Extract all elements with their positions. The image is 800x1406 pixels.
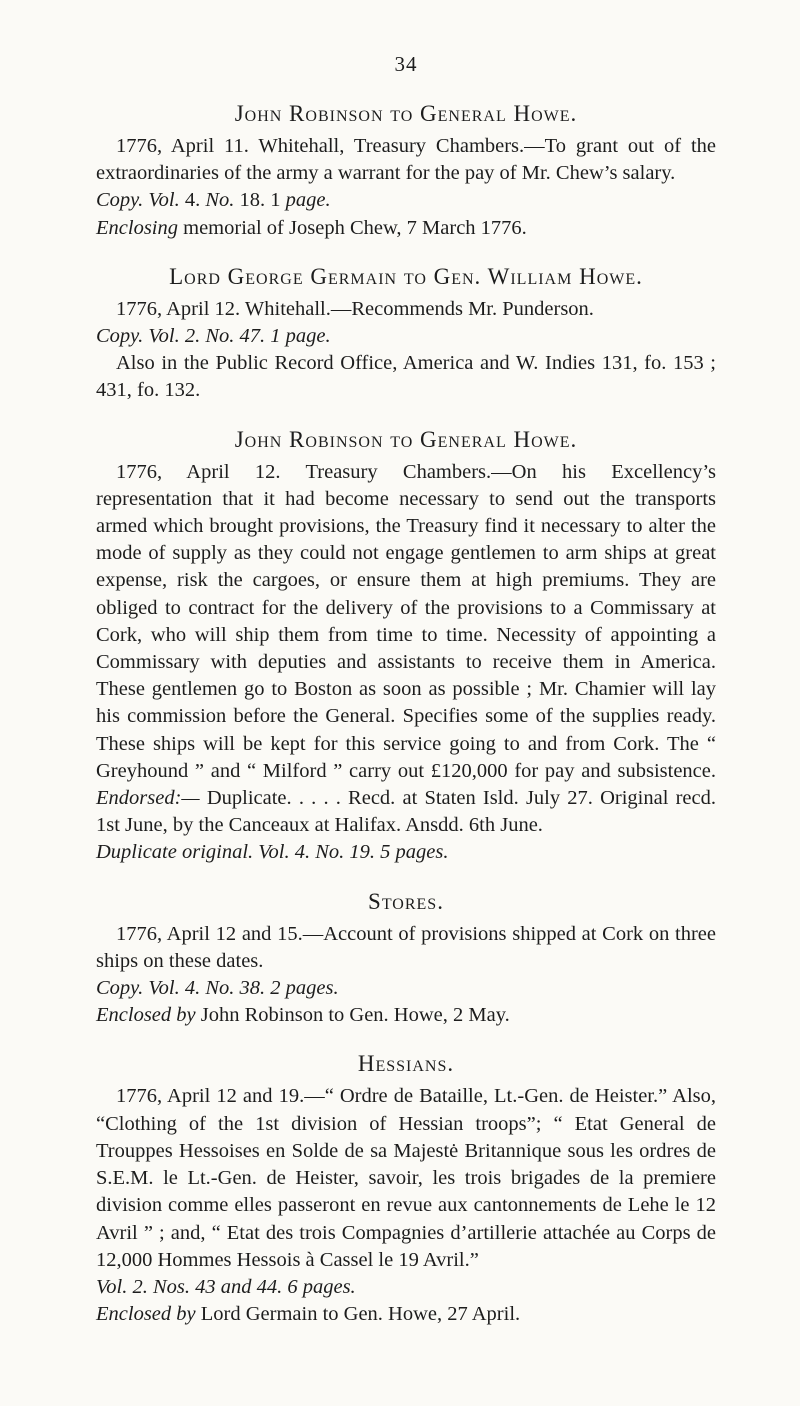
ref-copy-label: Copy. xyxy=(96,189,144,212)
entry-body: 1776, April 11. Whitehall, Treasury Chambers.—To grant out of the extraordinaries of the army a warrant for the pay of Mr. Chew’s salary. xyxy=(96,135,716,185)
entry-robinson-howe-april-11 xyxy=(96,99,716,242)
enclosed-text: John Robinson to Gen. Howe, 2 May. xyxy=(195,1004,510,1027)
ref-no-label: No. xyxy=(205,189,235,212)
entry-heading: Hessians. xyxy=(357,1051,455,1077)
ref-page-label: page. xyxy=(285,189,331,212)
entry-reference: Vol. 2. Nos. 43 and 44. 6 pages. xyxy=(96,1275,356,1298)
ref-no-number: 18. 1 xyxy=(234,189,286,212)
entry-hessians xyxy=(96,1049,716,1328)
entry-body-text: 1776, April 12. Treasury Chambers.—On his Excellency’s representation that it had become necessary to send out the transports armed which brought provisions, the Treasury find it necessary to alter the mode of supply as they could not engage gentlemen to arm ships at great expense, risk the cargoes, or ensure them at high premiums. They are obliged to contract for the delivery of the provisions to a Commissary at Cork, who will ship them from time to time. Necessity of appointing a Commissary with deputies and assistants to receive them in America. These gentlemen go to Boston as soon as possible ; Mr. Chamier will lay his commission before the General. Specifies some of the supplies ready. These ships will be kept for this service going to and from Cork. The “ Greyhound ” and “ Milford ” carry out £120,000 for pay and subsistence. xyxy=(96,460,716,782)
enclosed-label: Enclosed by xyxy=(96,1004,196,1027)
entry-robinson-howe-april-12 xyxy=(96,425,716,867)
page-number: 34 xyxy=(394,52,418,76)
entry-extra: Also in the Public Record Office, America and W. Indies 131, fo. 153 ; 431, fo. 132. xyxy=(96,352,716,402)
entry-heading: John Robinson to General Howe. xyxy=(234,101,578,126)
entry-reference xyxy=(96,187,716,214)
entry-heading: Lord George Germain to Gen. William Howe. xyxy=(169,263,643,289)
entry-body xyxy=(96,459,716,840)
enclosed-label: Enclosed by xyxy=(96,1303,196,1326)
entry-enclosing xyxy=(96,215,716,242)
entry-reference: Copy. Vol. 2. No. 47. 1 page. xyxy=(96,325,331,348)
entry-germain-howe xyxy=(96,262,716,405)
ref-vol-label: Vol. xyxy=(148,189,180,212)
endorsed-text: Duplicate. . . . . Recd. at Staten Isld. July 27. Original recd. 1st June, by the Canceaux at Halifax. Ansdd. 6th June. xyxy=(96,787,717,837)
enclosing-label: Enclosing xyxy=(96,216,178,239)
entry-body: 1776, April 12 and 15.—Account of provisions shipped at Cork on three ships on these dates. xyxy=(96,922,716,972)
entry-reference: Copy. Vol. 4. No. 38. 2 pages. xyxy=(96,977,339,1000)
endorsed-label: Endorsed:— xyxy=(96,787,200,810)
entry-body: 1776, April 12 and 19.—“ Ordre de Bataille, Lt.-Gen. de Heister.” Also, “Clothing of the 1st division of Hessian troops”; “ Etat General de Trouppes Hessoises en Solde de sa Majestė Britannique sous les ordres de S.E.M. le Lt.-Gen. de Heister, savoir, les trois brigades de la premiere division comme elles passeront en revue aux cantonnements de Lehe le 12 Avril ” ; and, “ Etat des trois Compagnies d’artillerie attachée au Corps de 12,000 Hommes Hessois à Cassel le 19 Avril.” xyxy=(96,1085,716,1271)
entry-stores xyxy=(96,887,716,1030)
entry-reference: Duplicate original. Vol. 4. No. 19. 5 pages. xyxy=(96,841,449,864)
entry-heading: Stores. xyxy=(368,888,444,914)
entry-enclosed xyxy=(96,1301,716,1328)
enclosed-text: Lord Germain to Gen. Howe, 27 April. xyxy=(195,1303,521,1326)
enclosing-text: memorial of Joseph Chew, 7 March 1776. xyxy=(178,216,527,239)
ref-vol-number: 4. xyxy=(179,189,206,212)
entry-heading: John Robinson to General Howe. xyxy=(234,426,578,452)
entry-body: 1776, April 12. Whitehall.—Recommends Mr. Punderson. xyxy=(116,297,594,320)
entry-enclosed xyxy=(96,1002,716,1029)
